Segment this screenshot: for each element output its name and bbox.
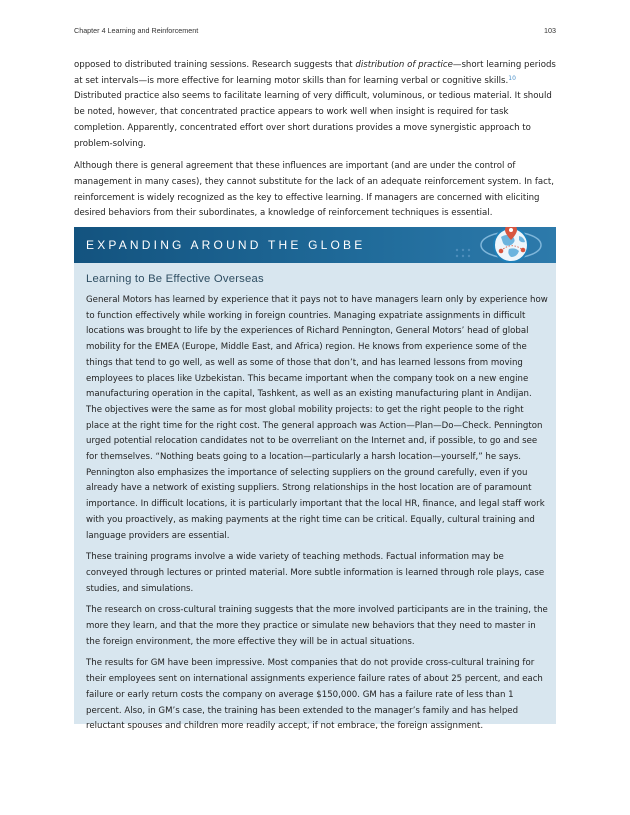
paragraph: These training programs involve a wide variety of teaching methods. Factual information may be conveyed through lectures or printed material. More subtle information is learned through role plays, case studies, and simulations. (86, 552, 545, 594)
dot-pattern-icon (454, 247, 476, 261)
globe-icon (479, 227, 549, 263)
paragraph: General Motors has learned by experience that it pays not to have managers learn only by experience how to function effectively while working in foreign countries. Managing expatriate assignments in difficult locations was brought to life by the experiences of Richard Pennington, General Motors’ head of global mobility for the EMEA (Europe, Middle East, and Africa) region. He knows from experience some of the things that tend to go well, as well as some of those that don’t, and has learned lessons from moving employees to places like Uzbekistan. This became important when the company took on a new engine manufacturing operation in the capital, Tashkent, as well as an existing manufacturing plant in Andijan. The objectives were the same as for most global mobility projects: to get the right people to the right place at the right time for the right cost. The general approach was Action—Plan—Do—Check. Pennington urged potential relocation candidates not to be overreliant on the Internet and, if possible, to go and see for themselves. “Nothing beats going to a location—particularly a harsh location—yourself,” he says. Pennington also emphasizes the importance of selecting suppliers on the ground carefully, even if you already have a network of existing suppliers. Strong relationships in the host location are of paramount importance. In difficult locations, it is particularly important that the local HR, finance, and legal staff work with you proactively, as making payments at the right time can be critical. Equally, cultural training and language providers are essential. (86, 295, 548, 541)
paragraph: The results for GM have been impressive. Most companies that do not provide cross-cultural training for their employees sent on international assignments experience failure rates of about 25 percent, and each failure or early return costs the company on average $150,000. GM has a failure rate of less than 1 percent. Also, in GM’s case, the training has been extended to the manager’s family and has helped reluctant spouses and children more readily accept, if not embrace, the foreign assignment. (86, 658, 543, 732)
page-number: 103 (544, 26, 556, 35)
feature-banner-title: EXPANDING AROUND THE GLOBE (86, 238, 366, 252)
paragraph: Although there is general agreement that these influences are important (and are under the control of management in many cases), they cannot substitute for the lack of an adequate reinforcement system. In fact, reinforcement is widely recognized as the key to effective learning. If managers are concerned with eliciting desired behaviors from their subordinates, a knowledge of reinforcement techniques is essential. (74, 161, 554, 219)
feature-banner (74, 227, 556, 263)
footnote-link[interactable]: 10 (508, 74, 516, 82)
emphasis-term: distribution of practice (355, 60, 453, 70)
feature-body (86, 293, 548, 741)
paragraph: The research on cross-cultural training suggests that the more involved participants are in the training, the more they learn, and that the more they practice or simulate new behaviors that they need to master in the foreign environment, the more effective they will be in actual situations. (86, 605, 548, 647)
feature-box (74, 227, 556, 732)
running-header (74, 26, 556, 35)
paragraph: opposed to distributed training sessions. Research suggests that distribution of practice—short learning periods at set intervals—is more effective for learning motor skills than for learning verbal or cognitive skills.$^{10}$ Distributed practice also seems to facilitate learning of very difficult, voluminous, or tedious material. It should be noted, however, that concentrated practice appears to work well when insight is required for task completion. Apparently, concentrated effort over short durations provides a move synergistic approach to problem-solving. (74, 60, 556, 149)
intro-section (74, 58, 558, 229)
feature-subtitle: Learning to Be Effective Overseas (86, 273, 264, 285)
chapter-title: Chapter 4 Learning and Reinforcement (74, 26, 199, 35)
